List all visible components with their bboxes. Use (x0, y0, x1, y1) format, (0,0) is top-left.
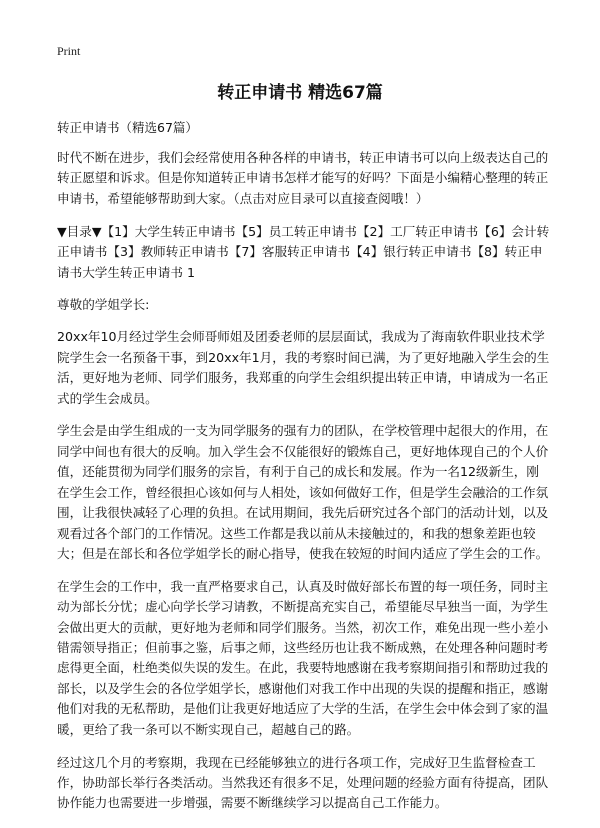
salutation: 尊敬的学姐学长: (57, 296, 150, 312)
paragraph-1: 20xx年10月经过学生会师哥师姐及团委老师的层层面试，我成为了海南软件职业技术学院学生会一名预备干事，到20xx年1月，我的考察时间已满，为了更好地融入学生会的生活，更好地为老师、同学们服务，我郑重的向学生会组织提出转正申请，申请成为一名正式的学生会成员。 (57, 329, 550, 406)
paragraph-4: 经过这几个月的考察期，我现在已经能够独立的进行各项工作，完成好卫生监督检查工作，协助部长举行各类活动。当然我还有很多不足，处理问题的经验方面有待提高，团队协作能力也需要进一步增强，需要不断继续学习以提高自己工作能力。 (57, 754, 549, 811)
document-subtitle: 转正申请书（精选67篇） (57, 120, 198, 135)
document-body (57, 148, 550, 826)
paragraph-3: 在学生会的工作中，我一直严格要求自己，认真及时做好部长布置的每一项任务，同时主动为部长分忧；虚心向学长学习请教，不断提高充实自己，希望能尽早独当一面，为学生会做出更大的贡献，更好地为老师和同学们服务。当然，初次工作，难免出现一些小差小错需领导指正；但前事之鉴，后事之师，这些经历也让我不断成熟，在处理各种问题时考虑得更全面，杜绝类似失误的发生。在此，我要特地感谢在我考察期间指引和帮助过我的部长，以及学生会的各位学姐学长，感谢他们对我工作中出现的失误的提醒和指正，感谢他们对我的无私帮助，是他们让我更好地适应了大学的生活，在学生会中体会到了家的温暖，更给了我一条可以不断实现自己，超越自己的路。 (57, 578, 549, 737)
page-title: 转正申请书 精选67篇 (217, 83, 383, 103)
print-label: Print (57, 44, 81, 58)
paragraph-2: 学生会是由学生组成的一支为同学服务的强有力的团队，在学校管理中起很大的作用，在同学中间也有很大的反响。加入学生会不仅能很好的锻炼自己，更好地体现自己的个人价值，还能贯彻为同学们服务的宗旨，有利于自己的成长和发展。作为一名12级新生，刚在学生会工作，曾经很担心该如何与人相处，该如何做好工作，但是学生会融洽的工作氛围，让我很快减轻了心理的负担。在试用期间，我先后研究过各个部门的活动计划，以及观看过各个部门的工作情况。这些工作都是我以前从未接触过的，和我的想象差距也较大；但是在部长和各位学姐学长的耐心指导，使我在较短的时间内适应了学生会的工作。 (57, 423, 549, 561)
intro-paragraph: 时代不断在进步，我们会经常使用各种各样的申请书，转正申请书可以向上级表达自己的转正愿望和诉求。但是你知道转正申请书怎样才能写的好吗？下面是小编精心整理的转正申请书，希望能够帮助到大家。（点击对应目录可以直接查阅哦！） (57, 150, 549, 206)
table-of-contents[interactable]: ▼目录▼【1】大学生转正申请书【5】员工转正申请书【2】工厂转正申请书【6】会计转正申请书【3】教师转正申请书【7】客服转正申请书【4】银行转正申请书【8】转正申请书大学生转正申请书 1 (57, 223, 550, 280)
